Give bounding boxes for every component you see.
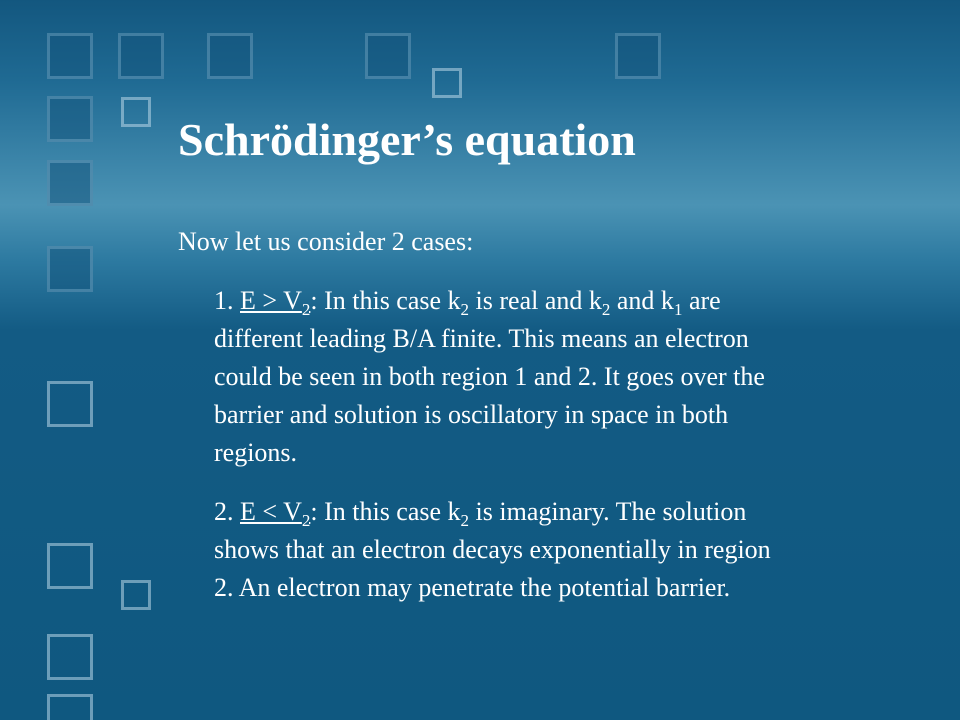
decor-square (47, 694, 93, 720)
case-text: and k (610, 286, 674, 315)
decor-square (615, 33, 661, 79)
decor-square (47, 33, 93, 79)
decor-square (47, 381, 93, 427)
decor-square (118, 33, 164, 79)
case-number: 1. (214, 286, 240, 315)
decor-square (121, 97, 151, 127)
case-number: 2. (214, 497, 240, 526)
decor-square (47, 96, 93, 142)
intro-text: Now let us consider 2 cases: (178, 227, 474, 256)
decor-square (47, 160, 93, 206)
case-text: : In this case k (310, 497, 461, 526)
decor-square (432, 68, 462, 98)
subscript: 2 (601, 300, 611, 319)
decor-square (121, 580, 151, 610)
decor-square (47, 543, 93, 589)
case-text: is real and k (469, 286, 602, 315)
subscript: 2 (301, 300, 311, 319)
decor-square (47, 246, 93, 292)
decor-square (365, 33, 411, 79)
case-2-line: 2. An electron may penetrate the potential barrier. (214, 573, 731, 602)
decor-square (207, 33, 253, 79)
case-1-line: barrier and solution is oscillatory in space in both (214, 400, 729, 429)
condition-text: E < V (240, 497, 302, 526)
case-1-line: regions. (214, 438, 298, 467)
case-1-line (214, 282, 914, 320)
case-1-line: different leading B/A finite. This means an electron (214, 324, 749, 353)
case-2-paragraph (214, 493, 914, 607)
subscript: 2 (460, 300, 470, 319)
decor-square (47, 634, 93, 680)
case-text: is imaginary. The solution (469, 497, 747, 526)
subscript: 2 (460, 511, 470, 530)
case-1-paragraph (214, 282, 914, 472)
case-1-line: could be seen in both region 1 and 2. It goes over the (214, 362, 765, 391)
condition-text: E > V (240, 286, 302, 315)
subscript: 2 (301, 511, 311, 530)
case-text: : In this case k (310, 286, 461, 315)
case-text: are (682, 286, 721, 315)
condition-underlined (240, 286, 311, 319)
case-2-line: shows that an electron decays exponentially in region (214, 535, 771, 564)
slide-title: Schrödinger’s equation (178, 114, 636, 165)
condition-underlined (240, 497, 311, 530)
case-2-line (214, 493, 914, 531)
subscript: 1 (673, 300, 683, 319)
